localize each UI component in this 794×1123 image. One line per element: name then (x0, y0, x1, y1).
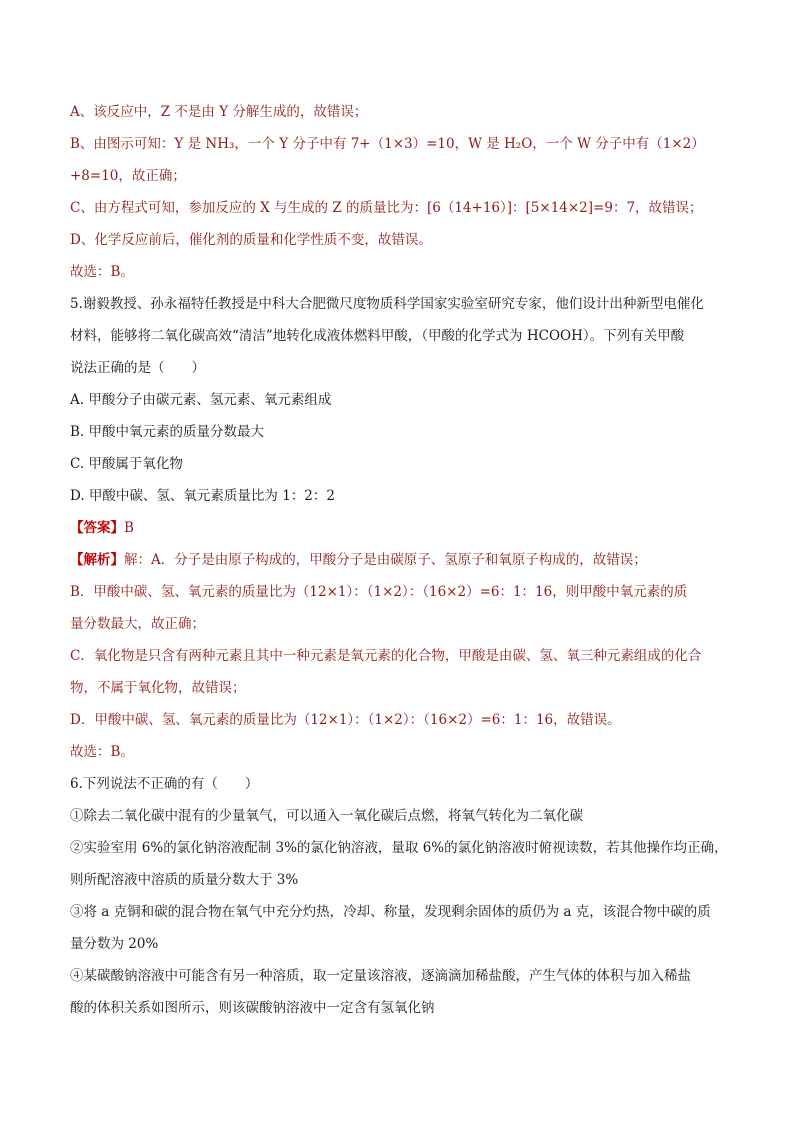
question-5-option-d: D. 甲酸中碳、氢、氧元素质量比为 1：2：2 (70, 488, 335, 504)
analysis-line-a: A、该反应中，Z 不是由 Y 分解生成的，故错误； (70, 104, 368, 120)
question-6-statement-2b: 则所配溶液中溶质的质量分数大于 3% (70, 872, 299, 888)
question-5-analysis-a (70, 544, 730, 576)
question-5-analysis-d: D．甲酸中碳、氢、氧元素的质量比为（12×1）：（1×2）：（16×2）=6：1：16，故错误。 (70, 712, 621, 728)
question-6-statement-2a: ②实验室用 6%的氯化钠溶液配制 3%的氯化钠溶液，量取 6%的氯化钠溶液时俯视读数，若其他操作均正确， (70, 840, 728, 856)
question-6-statement-4a: ④某碳酸钠溶液中可能含有另一种溶质，取一定量该溶液，逐滴滴加稀盐酸，产生气体的体积与加入稀盐 (70, 968, 691, 984)
question-5-stem-1: 5.谢毅教授、孙永福特任教授是中科大合肥微尺度物质科学国家实验室研究专家，他们设计出种新型电催化 (70, 296, 704, 312)
answer-tag: 【答案】 (70, 520, 124, 536)
question-5-stem-2: 材料，能够将二氧化碳高效“清洁”地转化成液体燃料甲酸，（甲酸的化学式为 HCOOH）。下列有关甲酸 (70, 328, 685, 344)
question-5-analysis-c1: C．氧化物是只含有两种元素且其中一种元素是氧元素的化合物，甲酸是由碳、氢、氧三种元素组成的化合 (70, 648, 702, 664)
analysis-line-b2: +8=10，故正确； (70, 168, 186, 184)
question-6-statement-4b: 酸的体积关系如图所示，则该碳酸钠溶液中一定含有氢氧化钠 (70, 1000, 435, 1016)
question-5-stem-3: 说法正确的是（ ） (70, 360, 205, 376)
question-5-choice: 故选：B。 (70, 744, 134, 760)
question-5-answer (70, 512, 730, 544)
answer-value: B (124, 520, 134, 536)
analysis-line-b1: B、由图示可知：Y 是 NH₃，一个 Y 分子中有 7+（1×3）=10，W 是 H₂O，一个 W 分子中有（1×2） (70, 136, 705, 152)
question-6-statement-1: ①除去二氧化碳中混有的少量氧气，可以通入一氧化碳后点燃，将氧气转化为二氧化碳 (70, 808, 583, 824)
question-6-stem: 6.下列说法不正确的有（ ） (70, 776, 259, 792)
question-6-statement-3b: 量分数为 20% (70, 936, 159, 952)
analysis-tag: 【解析】 (70, 552, 124, 568)
analysis-line-c: C、由方程式可知，参加反应的 X 与生成的 Z 的质量比为：[6（14+16）]：[5×14×2]=9：7，故错误； (70, 200, 703, 216)
question-5-option-b: B. 甲酸中氧元素的质量分数最大 (70, 424, 265, 440)
question-6-statement-3a: ③将 a 克铜和碳的混合物在氧气中充分灼热，冷却、称量，发现剩余固体的质仍为 a 克，该混合物中碳的质 (70, 904, 711, 920)
document-page (70, 96, 730, 1024)
analysis-text-a: 解：A．分子是由原子构成的，甲酸分子是由碳原子、氢原子和氧原子构成的，故错误； (124, 552, 647, 568)
question-5-analysis-b1: B．甲酸中碳、氢、氧元素的质量比为（12×1）：（1×2）：（16×2）=6：1：16，则甲酸中氧元素的质 (70, 584, 688, 600)
question-5-option-a: A. 甲酸分子由碳元素、氢元素、氧元素组成 (70, 392, 332, 408)
analysis-line-d: D、化学反应前后，催化剂的质量和化学性质不变，故错误。 (70, 232, 432, 248)
question-5-analysis-c2: 物，不属于氧化物，故错误； (70, 680, 246, 696)
question-5-option-c: C. 甲酸属于氧化物 (70, 456, 183, 472)
question-5-analysis-b2: 量分数最大，故正确； (70, 616, 205, 632)
answer-choice: 故选：B。 (70, 264, 134, 280)
